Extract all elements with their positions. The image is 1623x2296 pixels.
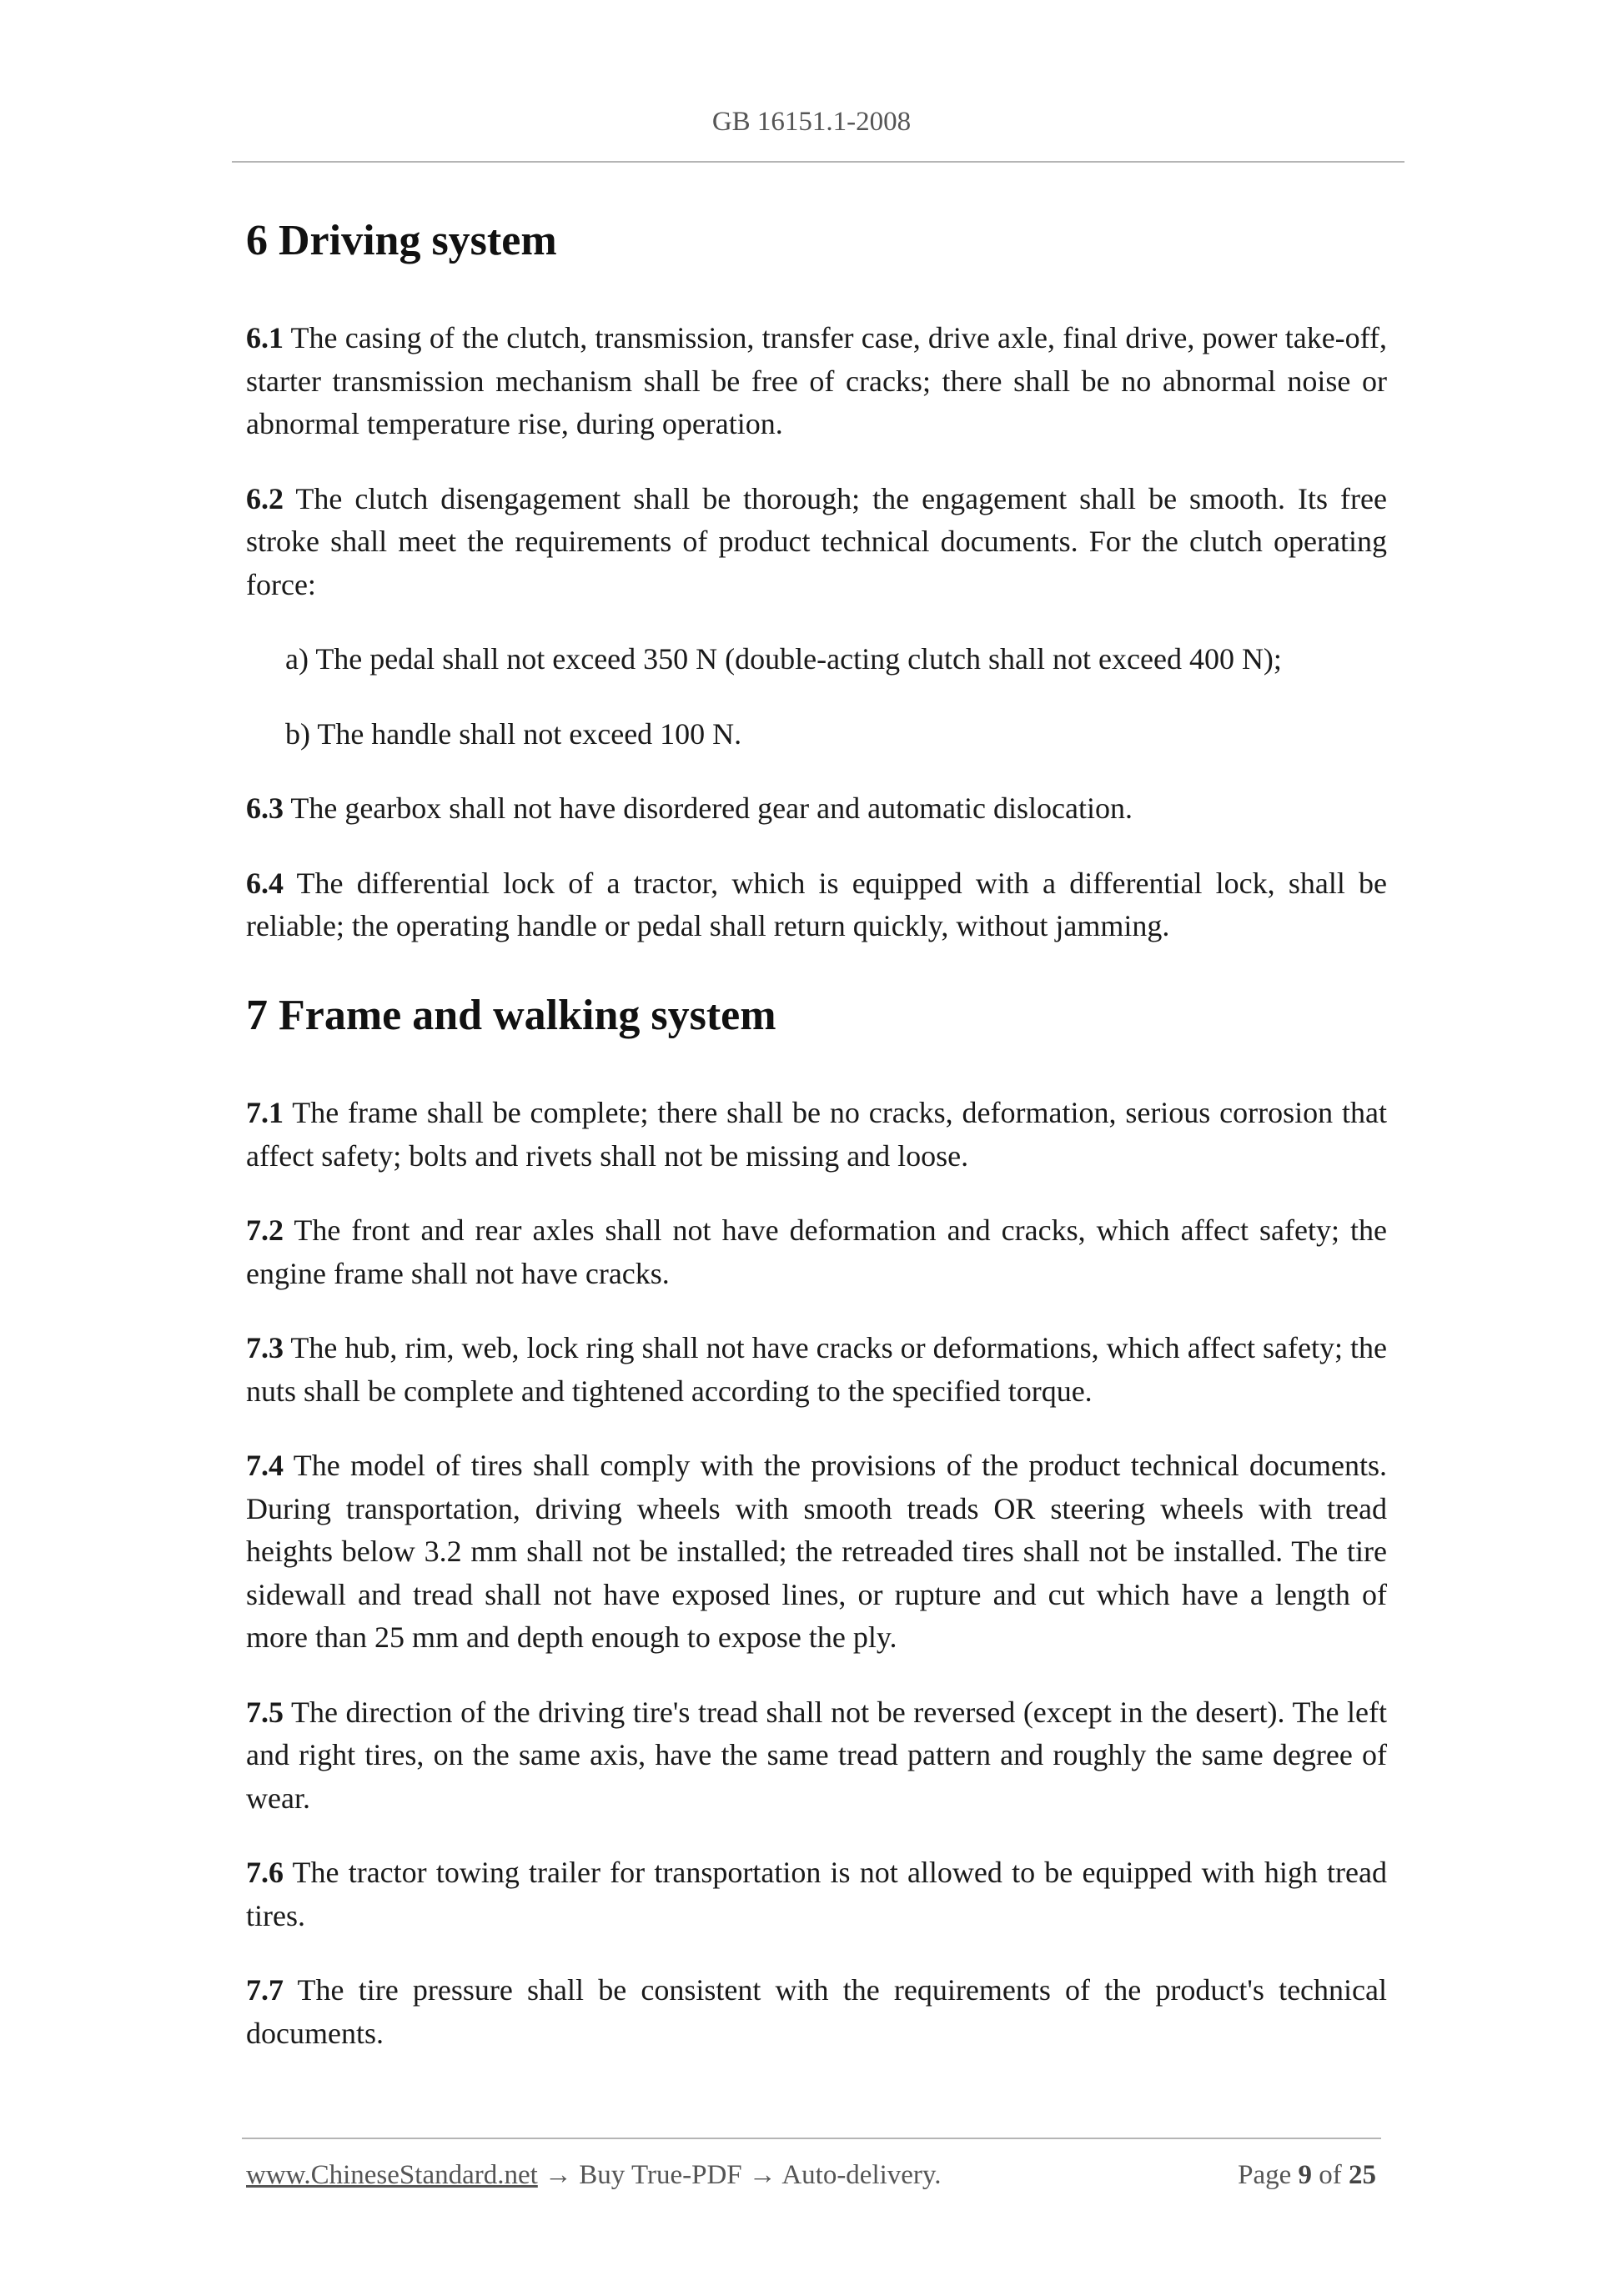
page-label: Page	[1238, 2160, 1292, 2190]
page-number	[1238, 2160, 1376, 2191]
clause-number: 7.7	[246, 1973, 284, 2007]
clause-7-5	[246, 1691, 1387, 1821]
arrow-right-icon: →	[748, 2160, 776, 2190]
clause-text: The clutch disengagement shall be thorough; the engagement shall be smooth. Its free stroke shall meet the requirements of product technical documents. For the clutch operating force:	[246, 481, 1387, 601]
clause-number: 7.4	[246, 1449, 284, 1483]
clause-number: 6.3	[246, 791, 284, 826]
footer-promo	[246, 2160, 942, 2191]
document-header	[0, 107, 1623, 138]
header-divider	[232, 161, 1404, 163]
clause-7-3	[246, 1327, 1387, 1413]
clause-text: The frame shall be complete; there shall be no cracks, deformation, serious corrosion that affect safety; bolts and rivets shall not be missing and loose.	[246, 1096, 1387, 1173]
clause-text: The hub, rim, web, lock ring shall not have cracks or deformations, which affect safety; the nuts shall be complete and tightened according to the specified torque.	[246, 1331, 1387, 1408]
clause-7-4	[246, 1444, 1387, 1660]
clause-number: 6.1	[246, 321, 284, 355]
site-link[interactable]: www.ChineseStandard.net	[246, 2160, 538, 2190]
clause-text: The gearbox shall not have disordered gear and automatic dislocation.	[284, 791, 1133, 826]
clause-text: The direction of the driving tire's tread shall not be reversed (except in the desert). The left and right tires, on the same axis, have the same tread pattern and roughly the same degree of wear.	[246, 1695, 1387, 1815]
clause-7-2	[246, 1209, 1387, 1295]
list-item-a: a) The pedal shall not exceed 350 N (double-acting clutch shall not exceed 400 N);	[285, 642, 1282, 676]
document-code: GB 16151.1-2008	[711, 107, 912, 137]
clause-7-1	[246, 1092, 1387, 1178]
clause-text: The model of tires shall comply with the provisions of the product technical documents. During transportation, driving wheels with smooth treads OR steering wheels with tread heights below 3.2 mm shall not be installed; the retreaded tires shall not be installed. The tire sidewall and tread shall not have exposed lines, or rupture and cut which have a length of more than 25 mm and depth enough to expose the ply.	[246, 1449, 1387, 1655]
clause-number: 7.3	[246, 1331, 284, 1365]
clause-number: 7.5	[246, 1695, 284, 1729]
arrow-right-icon: →	[545, 2160, 573, 2190]
of-label: of	[1319, 2160, 1342, 2190]
clause-text: The tractor towing trailer for transportation is not allowed to be equipped with high tread tires.	[246, 1856, 1387, 1932]
section-heading-7: 7 Frame and walking system	[246, 991, 776, 1039]
clause-6-3	[246, 787, 1387, 831]
page-content	[246, 208, 1387, 2087]
auto-delivery-text: Auto-delivery.	[781, 2160, 942, 2190]
clause-6-1	[246, 317, 1387, 446]
section-heading-6: 6 Driving system	[246, 217, 557, 264]
clause-number: 7.6	[246, 1856, 284, 1890]
list-item-b: b) The handle shall not exceed 100 N.	[285, 716, 742, 751]
current-page: 9	[1298, 2160, 1312, 2190]
clause-7-6	[246, 1851, 1387, 1937]
clause-text: The front and rear axles shall not have deformation and cracks, which affect safety; the engine frame shall not have cracks.	[246, 1213, 1387, 1290]
clause-text: The tire pressure shall be consistent with the requirements of the product's technical documents.	[246, 1973, 1387, 2050]
clause-text: The differential lock of a tractor, which is equipped with a differential lock, shall be reliable; the operating handle or pedal shall return quickly, without jamming.	[246, 866, 1387, 943]
clause-number: 6.4	[246, 866, 284, 900]
clause-number: 6.2	[246, 481, 284, 515]
clause-number: 7.1	[246, 1096, 284, 1130]
clause-6-2	[246, 478, 1387, 607]
clause-number: 7.2	[246, 1213, 284, 1248]
clause-6-4	[246, 862, 1387, 948]
clause-7-7	[246, 1969, 1387, 2055]
total-pages: 25	[1349, 2160, 1376, 2190]
buy-pdf-text: Buy True-PDF	[579, 2160, 742, 2190]
footer-divider	[242, 2138, 1381, 2139]
clause-text: The casing of the clutch, transmission, transfer case, drive axle, final drive, power take-off, starter transmission mechanism shall be free of cracks; there shall be no abnormal noise or abnormal temperature rise, during operation.	[246, 321, 1387, 441]
